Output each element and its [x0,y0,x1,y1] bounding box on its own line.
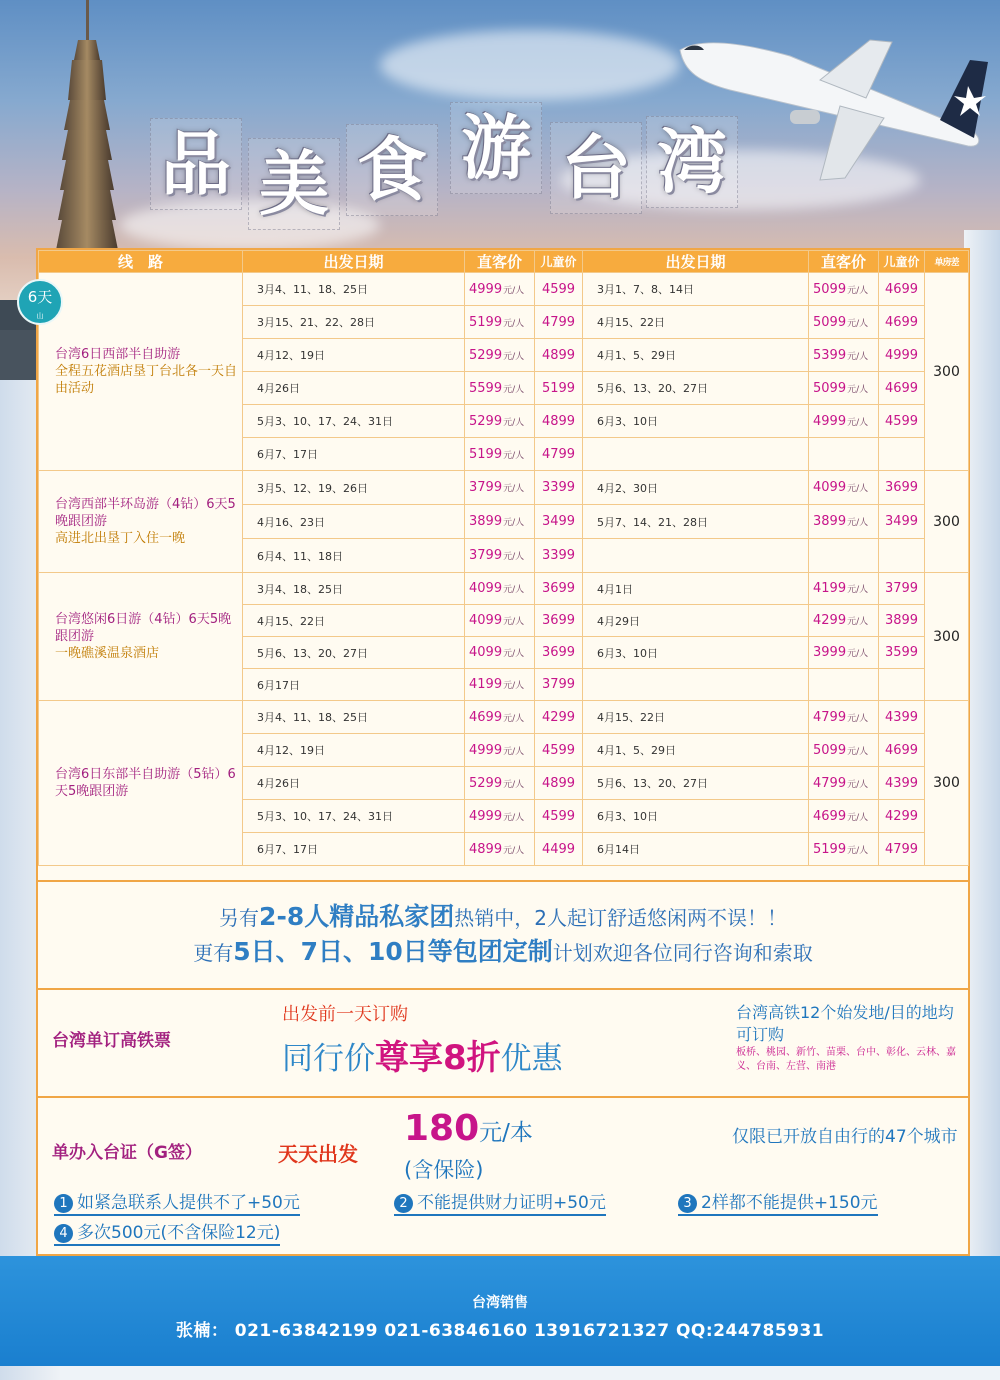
departure-date-cell: 6月3、10日 [583,637,809,669]
departure-date-cell: 4月26日 [243,372,465,405]
departure-date-cell: 3月4、18、25日 [243,573,465,605]
note-text: 2样都不能提供+150元 [701,1193,878,1213]
rail-advance-booking: 出发前一天订购 [282,1004,408,1025]
promo-line-2-bold: 5日、7日、10日等包团定制 [233,937,553,966]
visa-note-1 [54,1188,300,1216]
visa-note-4 [54,1218,280,1246]
departure-date-cell: 5月6、13、20、27日 [243,637,465,669]
route-cell [39,573,243,701]
adult-price-cell [809,405,879,438]
child-price-cell: 4399 [879,701,925,734]
route-name: 台湾西部半环岛游（4钻）6天5晚跟团游 [55,497,236,529]
route-note: 高进北出垦丁入住一晚 [55,531,186,546]
price-unit: 元/人 [847,617,869,627]
price-unit: 元/人 [503,552,525,562]
adult-price-cell [465,833,535,866]
departure-date-cell [583,539,809,573]
departure-date-cell [583,669,809,701]
adult-price-value: 4099 [469,581,503,596]
price-unit: 元/人 [847,484,869,494]
adult-price-value: 5099 [813,314,847,330]
promo-line-1-pre: 另有 [219,906,260,930]
adult-price-value: 4099 [469,613,503,628]
child-price-cell: 3799 [879,573,925,605]
departure-date-cell: 4月16、23日 [243,505,465,539]
footer-department: 台湾销售 [472,1295,528,1311]
adult-price-value: 3799 [469,548,503,563]
departure-date-cell: 4月12、19日 [243,734,465,767]
adult-price-cell [809,306,879,339]
child-price-cell: 3699 [535,637,583,669]
adult-price-value: 5099 [813,380,847,396]
price-unit: 元/人 [847,351,869,362]
visa-price-number: 180 [404,1108,480,1149]
adult-price-cell [809,800,879,833]
departure-date-cell: 3月5、12、19、26日 [243,471,465,505]
child-price-cell: 4599 [535,734,583,767]
child-price-cell: 3699 [535,605,583,637]
adult-price-cell [465,471,535,505]
departure-date-cell: 4月1、5、29日 [583,734,809,767]
child-price-cell: 5199 [535,372,583,405]
child-price-cell: 4699 [879,306,925,339]
duration-badge [17,279,63,325]
adult-price-cell [809,573,879,605]
table-row [39,471,969,505]
adult-price-value: 3899 [813,514,847,529]
adult-price-cell [809,372,879,405]
adult-price-cell [465,438,535,471]
adult-price-cell [465,339,535,372]
header-date-2: 出发日期 [583,251,809,273]
visa-price-unit: 元/本 [479,1120,533,1146]
promo-line-1 [38,900,968,935]
adult-price-cell [809,833,879,866]
adult-price-cell [465,405,535,438]
price-unit: 元/人 [503,649,525,659]
child-price-cell [879,539,925,573]
adult-price-cell [465,605,535,637]
departure-date-cell [583,438,809,471]
price-unit: 元/人 [847,845,869,856]
child-price-cell: 4599 [879,405,925,438]
departure-date-cell: 5月6、13、20、27日 [583,372,809,405]
price-unit: 元/人 [847,649,869,659]
price-unit: 元/人 [503,450,525,461]
table-body [27,273,969,866]
departure-date-cell: 4月1、5、29日 [583,339,809,372]
adult-price-value: 3799 [469,480,503,495]
adult-price-cell [465,306,535,339]
single-supplement-cell: 300 [925,573,969,701]
visa-price [404,1108,533,1149]
route-name: 台湾6日西部半自助游 [55,347,181,362]
price-unit: 元/人 [503,384,525,395]
adult-price-value: 5199 [469,446,503,462]
adult-price-value: 4799 [813,709,847,725]
adult-price-value: 4299 [813,613,847,628]
route-name: 台湾悠闲6日游（4钻）6天5晚跟团游 [55,612,232,644]
price-unit: 元/人 [503,285,525,296]
departure-date-cell: 3月4、11、18、25日 [243,273,465,306]
adult-price-cell [809,273,879,306]
rail-stations: 板桥、桃园、新竹、苗栗、台中、彰化、云林、嘉义、台南、左营、南港 [736,1047,956,1072]
route-cell [27,273,243,471]
header-child-1: 儿童价 [535,251,583,273]
child-price-cell: 4699 [879,273,925,306]
adult-price-cell [465,767,535,800]
adult-price-value: 4999 [813,413,847,429]
adult-price-value: 4899 [469,841,503,857]
price-unit: 元/人 [847,384,869,395]
child-price-cell: 4599 [535,273,583,306]
adult-price-cell [809,701,879,734]
child-price-cell: 4799 [535,306,583,339]
adult-price-cell [465,701,535,734]
rail-coverage: 台湾高铁12个始发地/目的地均可订购 [736,1003,954,1044]
note-number: 4 [54,1224,73,1243]
child-price-cell: 4699 [879,372,925,405]
route-note: 全程五花酒店垦丁台北各一天自由活动 [55,364,238,396]
note-text: 不能提供财力证明+50元 [417,1193,606,1213]
adult-price-cell [809,605,879,637]
title-char: 美 [248,138,340,230]
route-note: 一晚礁溪温泉酒店 [55,646,160,661]
departure-date-cell: 6月4、11、18日 [243,539,465,573]
table-header-row [39,251,969,273]
adult-price-cell [465,372,535,405]
price-unit: 元/人 [503,417,525,428]
adult-price-value: 3999 [813,645,847,660]
adult-price-value: 4999 [469,742,503,758]
adult-price-cell [465,637,535,669]
adult-price-value: 5199 [813,841,847,857]
adult-price-value: 5199 [469,314,503,330]
adult-price-value: 5299 [469,347,503,363]
adult-price-cell [809,734,879,767]
header-child-2: 儿童价 [879,251,925,273]
promo-line-2-pre: 更有 [193,941,234,965]
title-char: 湾 [646,116,738,208]
adult-price-value: 4199 [469,677,503,692]
adult-price-cell [809,637,879,669]
rail-discount-pre: 同行价 [282,1041,375,1077]
promo-line-2 [38,935,968,970]
header-date-1: 出发日期 [243,251,465,273]
header-route: 线 路 [39,251,243,273]
visa-daily: 天天出发 [278,1142,358,1166]
header-adult-1: 直客价 [465,251,535,273]
departure-date-cell: 3月15、21、22、28日 [243,306,465,339]
price-unit: 元/人 [847,713,869,724]
child-price-cell: 4999 [879,339,925,372]
adult-price-cell [465,539,535,573]
route-cell [39,471,243,573]
price-unit: 元/人 [847,746,869,757]
adult-price-value: 4099 [813,480,847,495]
adult-price-value: 4699 [469,709,503,725]
visa-note-3 [678,1188,878,1216]
header-single-supplement: 单房差 [925,251,969,273]
adult-price-value: 4799 [813,775,847,791]
table-row [39,701,969,734]
note-number: 1 [54,1194,73,1213]
adult-price-value: 5399 [813,347,847,363]
child-price-cell: 4299 [879,800,925,833]
departure-date-cell: 4月12、19日 [243,339,465,372]
child-price-cell: 3699 [535,573,583,605]
visa-title: 单办入台证（G签） [52,1143,202,1163]
child-price-cell: 4799 [879,833,925,866]
departure-date-cell: 5月3、10、17、24、31日 [243,405,465,438]
single-supplement-cell: 300 [925,471,969,573]
promo-line-1-post: 热销中，2人起订舒适悠闲两不误！！ [454,906,787,930]
child-price-cell [879,438,925,471]
adult-price-value: 5599 [469,380,503,396]
child-price-cell: 4699 [879,734,925,767]
departure-date-cell: 5月6、13、20、27日 [583,767,809,800]
price-unit: 元/人 [503,779,525,790]
departure-date-cell: 4月15、22日 [243,605,465,637]
departure-date-cell: 3月4、11、18、25日 [243,701,465,734]
departure-date-cell: 6月14日 [583,833,809,866]
poster-title [150,106,750,230]
footer [0,1256,1000,1366]
departure-date-cell: 6月17日 [243,669,465,701]
price-unit: 元/人 [503,484,525,494]
adult-price-cell [809,471,879,505]
adult-price-cell [809,767,879,800]
header-adult-2: 直客价 [809,251,879,273]
promo-line-2-post: 计划欢迎各位同行咨询和索取 [552,941,813,965]
table-row [39,573,969,605]
footer-contact: 张楠： 021-63842199 021-63846160 13916721327 QQ:244785931 [175,1321,825,1341]
departure-date-cell: 4月15、22日 [583,701,809,734]
promo-box [38,880,968,988]
price-unit: 元/人 [847,417,869,428]
price-unit: 元/人 [503,318,525,329]
price-unit: 元/人 [503,713,525,724]
note-number: 2 [394,1194,413,1213]
price-unit: 元/人 [847,779,869,790]
single-supplement-cell: 300 [925,701,969,866]
child-price-cell: 3499 [535,505,583,539]
price-unit: 元/人 [847,812,869,823]
adult-price-cell [465,800,535,833]
departure-date-cell: 5月3、10、17、24、31日 [243,800,465,833]
price-unit: 元/人 [503,617,525,627]
child-price-cell: 4299 [535,701,583,734]
price-unit: 元/人 [847,518,869,528]
route-name: 台湾6日东部半自助游（5钻）6天5晚跟团游 [55,767,236,799]
child-price-cell: 4899 [535,767,583,800]
departure-date-cell: 4月26日 [243,767,465,800]
adult-price-value: 4699 [813,808,847,824]
departure-date-cell: 4月1日 [583,573,809,605]
adult-price-cell [465,734,535,767]
price-table [27,250,969,866]
title-char: 食 [346,124,438,216]
adult-price-value: 4099 [469,645,503,660]
child-price-cell: 3899 [879,605,925,637]
promo-line-1-bold: 2-8人精品私家团 [259,902,455,931]
note-text: 如紧急联系人提供不了+50元 [77,1193,300,1213]
price-unit: 元/人 [503,585,525,595]
departure-date-cell: 6月3、10日 [583,405,809,438]
departure-date-cell: 4月15、22日 [583,306,809,339]
content-panel [27,248,970,1256]
child-price-cell: 4599 [535,800,583,833]
adult-price-cell [809,539,879,573]
visa-box [38,1096,968,1256]
note-number: 3 [678,1194,697,1213]
rail-discount-bold: 尊享8折 [375,1038,501,1078]
departure-date-cell: 3月1、7、8、14日 [583,273,809,306]
child-price-cell [879,669,925,701]
child-price-cell: 3599 [879,637,925,669]
note-text: 多次500元(不含保险12元) [77,1223,281,1243]
child-price-cell: 3499 [879,505,925,539]
child-price-cell: 4899 [535,405,583,438]
price-unit: 元/人 [503,845,525,856]
price-unit: 元/人 [503,681,525,691]
adult-price-cell [809,438,879,471]
adult-price-cell [465,505,535,539]
child-price-cell: 4899 [535,339,583,372]
title-char: 游 [450,102,542,194]
visa-note-2 [394,1188,606,1216]
visa-insurance: (含保险) [404,1158,484,1182]
adult-price-value: 5299 [469,775,503,791]
child-price-cell: 4799 [535,438,583,471]
adult-price-cell [465,669,535,701]
adult-price-value: 5299 [469,413,503,429]
departure-date-cell: 6月7、17日 [243,438,465,471]
route-cell [39,701,243,866]
table-row [39,273,969,306]
adult-price-value: 4999 [469,808,503,824]
price-unit: 元/人 [503,518,525,528]
adult-price-cell [465,273,535,306]
child-price-cell: 3699 [879,471,925,505]
price-unit: 元/人 [503,812,525,823]
adult-price-cell [809,505,879,539]
rail-ticket-box [38,988,968,1096]
rail-discount-post: 优惠 [500,1041,563,1077]
price-unit: 元/人 [847,285,869,296]
adult-price-value: 4999 [469,281,503,297]
badge-sub: 山 [36,312,44,320]
departure-date-cell: 4月29日 [583,605,809,637]
visa-eligibility: 仅限已开放自由行的47个城市 [732,1127,958,1147]
departure-date-cell: 6月3、10日 [583,800,809,833]
departure-date-cell: 4月2、30日 [583,471,809,505]
price-unit: 元/人 [847,585,869,595]
child-price-cell: 3399 [535,539,583,573]
adult-price-cell [809,669,879,701]
adult-price-cell [809,339,879,372]
price-unit: 元/人 [503,746,525,757]
adult-price-cell [465,573,535,605]
child-price-cell: 3799 [535,669,583,701]
single-supplement-cell: 300 [925,273,969,471]
departure-date-cell: 6月7、17日 [243,833,465,866]
adult-price-value: 4199 [813,581,847,596]
child-price-cell: 4499 [535,833,583,866]
adult-price-value: 5099 [813,742,847,758]
child-price-cell: 4399 [879,767,925,800]
badge-days: 6天 [27,288,53,306]
rail-discount [282,1030,563,1079]
child-price-cell: 3399 [535,471,583,505]
adult-price-value: 3899 [469,514,503,529]
title-char: 品 [150,118,242,210]
title-char: 台 [550,122,642,214]
adult-price-value: 5099 [813,281,847,297]
price-unit: 元/人 [847,318,869,329]
departure-date-cell: 5月7、14、21、28日 [583,505,809,539]
rail-title: 台湾单订高铁票 [52,1031,171,1051]
price-unit: 元/人 [503,351,525,362]
